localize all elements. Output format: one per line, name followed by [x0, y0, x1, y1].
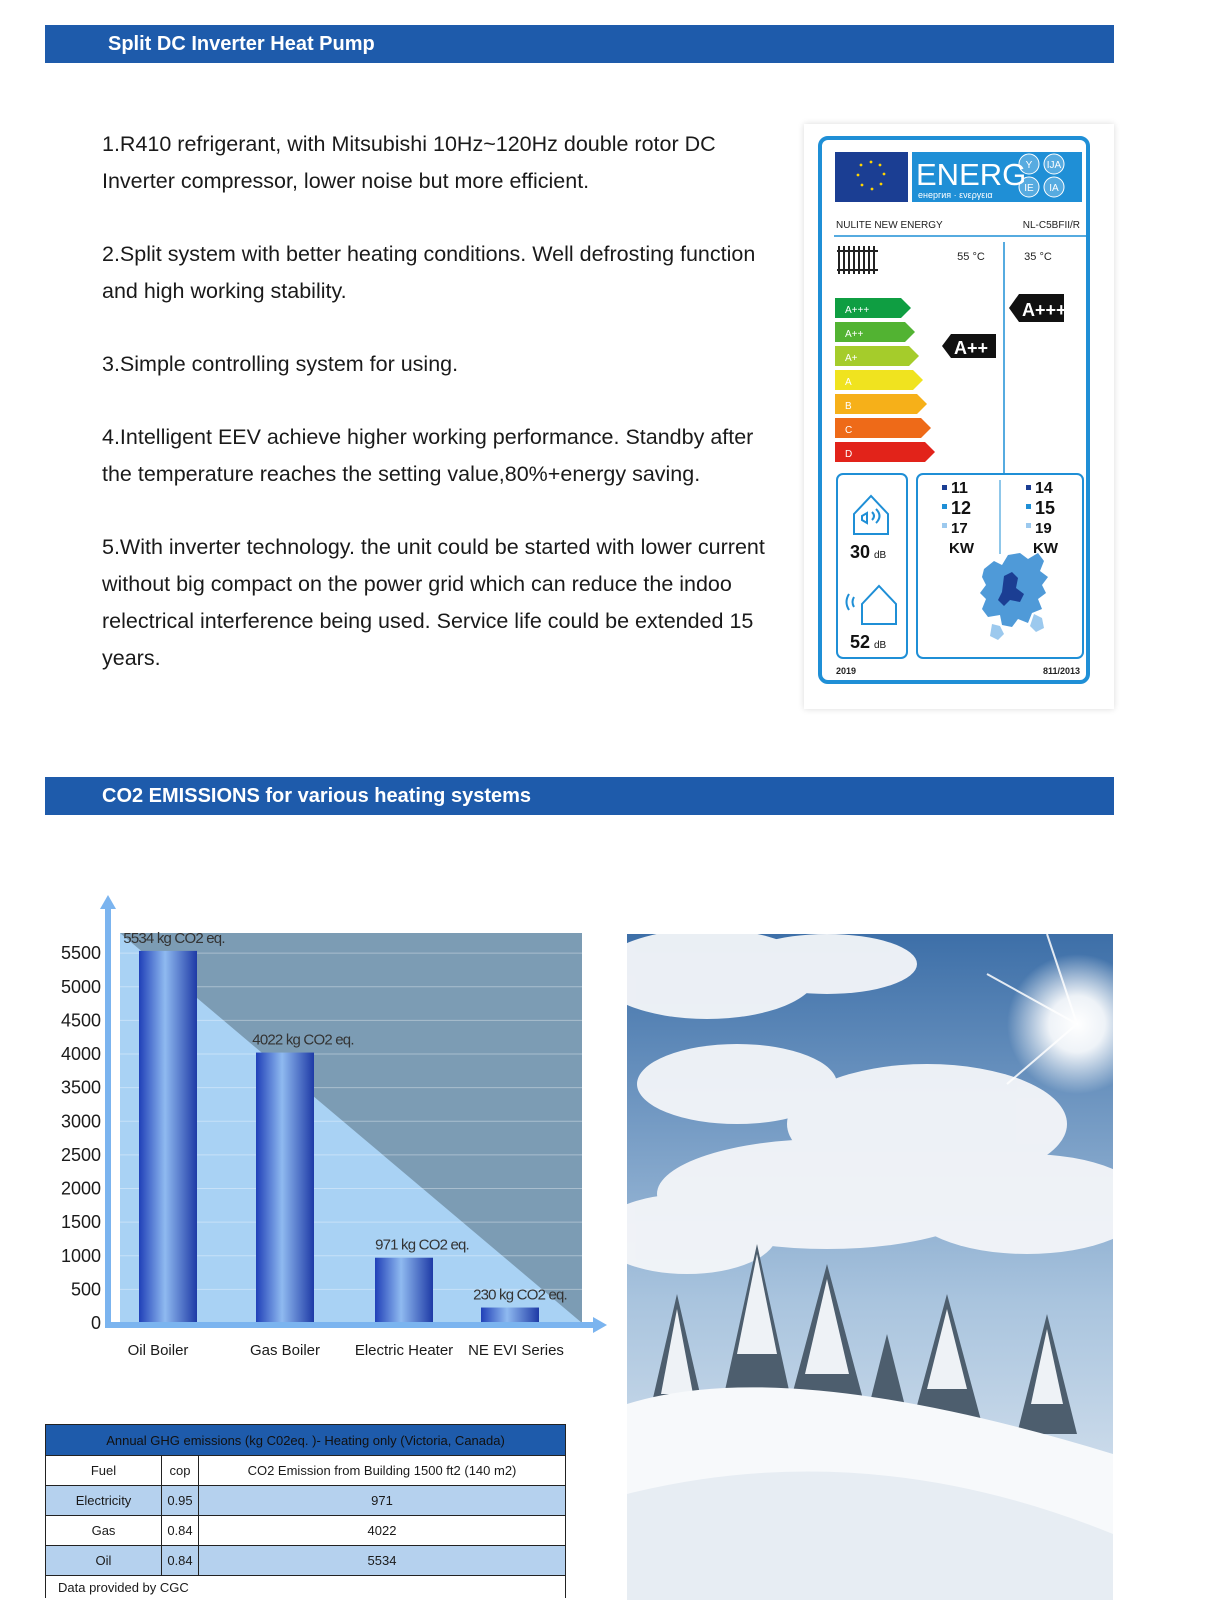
y-axis-arrow-icon [100, 895, 116, 909]
y-tick-label: 5000 [60, 976, 101, 997]
data-label: 230 kg CO2 eq. [473, 1286, 567, 1304]
feature-item: 1.R410 refrigerant, with Mitsubishi 10Hz~120Hz double rotor DC Inverter compressor, lower noise but more efficient. [102, 132, 716, 193]
table-header-row [46, 1456, 566, 1486]
temp-35: 35 °C [1024, 251, 1052, 263]
table-cell: Electricity [46, 1486, 162, 1516]
rating-55: A++ [954, 338, 989, 358]
x-category-label: NE EVI Series [468, 1342, 564, 1359]
y-tick-label: 3500 [60, 1077, 101, 1098]
kw-unit: KW [949, 540, 974, 557]
class-label: B [845, 401, 852, 412]
bar [256, 1053, 314, 1323]
class-label: A+++ [845, 305, 870, 316]
kw-cold: 11 [951, 480, 968, 497]
label-regulation: 811/2013 [1042, 666, 1080, 676]
ghg-emissions-table [45, 1424, 566, 1598]
kw-warm: 17 [951, 520, 968, 537]
table-cell: Gas [46, 1516, 162, 1546]
kw-cold: 14 [1035, 480, 1053, 497]
data-label: 4022 kg CO2 eq. [252, 1031, 354, 1049]
kw-unit: KW [1033, 540, 1058, 557]
table-row [46, 1486, 566, 1516]
feature-list [102, 126, 782, 713]
snowy-forest-photo [627, 934, 1113, 1600]
table-cell: Oil [46, 1546, 162, 1576]
table-header: cop [162, 1456, 199, 1486]
bar [139, 951, 197, 1323]
y-tick-label: 5500 [60, 943, 101, 964]
data-label: 5534 kg CO2 eq. [123, 929, 225, 947]
indoor-noise-value: 30 [850, 542, 871, 562]
table-cell: 0.84 [162, 1546, 199, 1576]
table-title: Annual GHG emissions (kg C02eq. )- Heating only (Victoria, Canada) [46, 1425, 566, 1456]
x-axis-arrow-icon [593, 1317, 607, 1333]
energ-badge: IE [1024, 183, 1034, 194]
y-tick-label: 4000 [60, 1044, 101, 1065]
temp-55: 55 °C [957, 251, 985, 263]
table-cell: 0.95 [162, 1486, 199, 1516]
kw-warm: 19 [1035, 520, 1052, 537]
outdoor-noise-value: 52 [850, 632, 871, 652]
y-tick-label: 3000 [60, 1111, 101, 1132]
y-axis-ticks [61, 943, 101, 1333]
rating-35: A+++ [1022, 300, 1067, 320]
noise-unit: dB [874, 550, 887, 561]
noise-unit: dB [874, 640, 887, 651]
energ-badge: IJA [1046, 160, 1062, 171]
bar [481, 1308, 539, 1323]
energ-badge: Y [1025, 160, 1033, 171]
kw-average: 15 [1035, 498, 1056, 518]
class-label: A++ [845, 329, 864, 340]
y-tick-label: 1000 [60, 1245, 101, 1266]
class-label: D [845, 449, 853, 460]
feature-item: 5.With inverter technology. the unit could be started with lower current without big compact on the power grid which can reduce the indoo relectrical interference being used. Service life could be extended 15 years. [102, 535, 765, 670]
class-label: A [845, 377, 852, 388]
energ-subtitle: енергия · ενεργεια [918, 190, 993, 200]
model-number: NL-C5BFII/R [1022, 220, 1080, 231]
x-axis-categories [128, 1342, 564, 1359]
table-header: Fuel [46, 1456, 162, 1486]
y-tick-label: 0 [90, 1313, 101, 1333]
class-label: C [845, 425, 853, 436]
energ-logo: ENERG [916, 157, 1027, 192]
table-row [46, 1546, 566, 1576]
kw-average: 12 [951, 498, 972, 518]
data-label: 971 kg CO2 eq. [375, 1236, 469, 1254]
table-cell: 4022 [199, 1516, 566, 1546]
class-label: A+ [845, 353, 858, 364]
x-category-label: Gas Boiler [249, 1342, 321, 1359]
y-tick-label: 2500 [60, 1144, 101, 1165]
bar [375, 1258, 433, 1323]
eu-flag [835, 152, 908, 202]
x-category-label: Oil Boiler [127, 1342, 189, 1359]
section-banner-co2: CO2 EMISSIONS for various heating systems [45, 777, 1114, 815]
table-footer: Data provided by CGC [46, 1576, 566, 1599]
brand-name: NULITE NEW ENERGY [836, 220, 943, 231]
table-header: CO2 Emission from Building 1500 ft2 (140 m2) [199, 1456, 566, 1486]
feature-item: 2.Split system with better heating conditions. Well defrosting function and high working stability. [102, 242, 756, 303]
table-cell: 0.84 [162, 1516, 199, 1546]
y-tick-label: 2000 [60, 1178, 101, 1199]
section-banner-heat-pump: Split DC Inverter Heat Pump [45, 25, 1114, 63]
energ-badge: IA [1049, 183, 1059, 194]
energy-label [804, 124, 1114, 709]
y-tick-label: 4500 [60, 1010, 101, 1031]
y-tick-label: 1500 [60, 1212, 101, 1233]
table-row [46, 1516, 566, 1546]
label-year: 2019 [836, 666, 857, 676]
table-footer-row [46, 1576, 566, 1599]
co2-emissions-chart [55, 895, 625, 1375]
feature-item: 3.Simple controlling system for using. [102, 352, 459, 376]
y-tick-label: 500 [70, 1279, 101, 1300]
table-cell: 971 [199, 1486, 566, 1516]
x-category-label: Electric Heater [354, 1342, 454, 1359]
feature-item: 4.Intelligent EEV achieve higher working performance. Standby after the temperature reaches the setting value,80%+energy saving. [102, 425, 754, 486]
table-cell: 5534 [199, 1546, 566, 1576]
